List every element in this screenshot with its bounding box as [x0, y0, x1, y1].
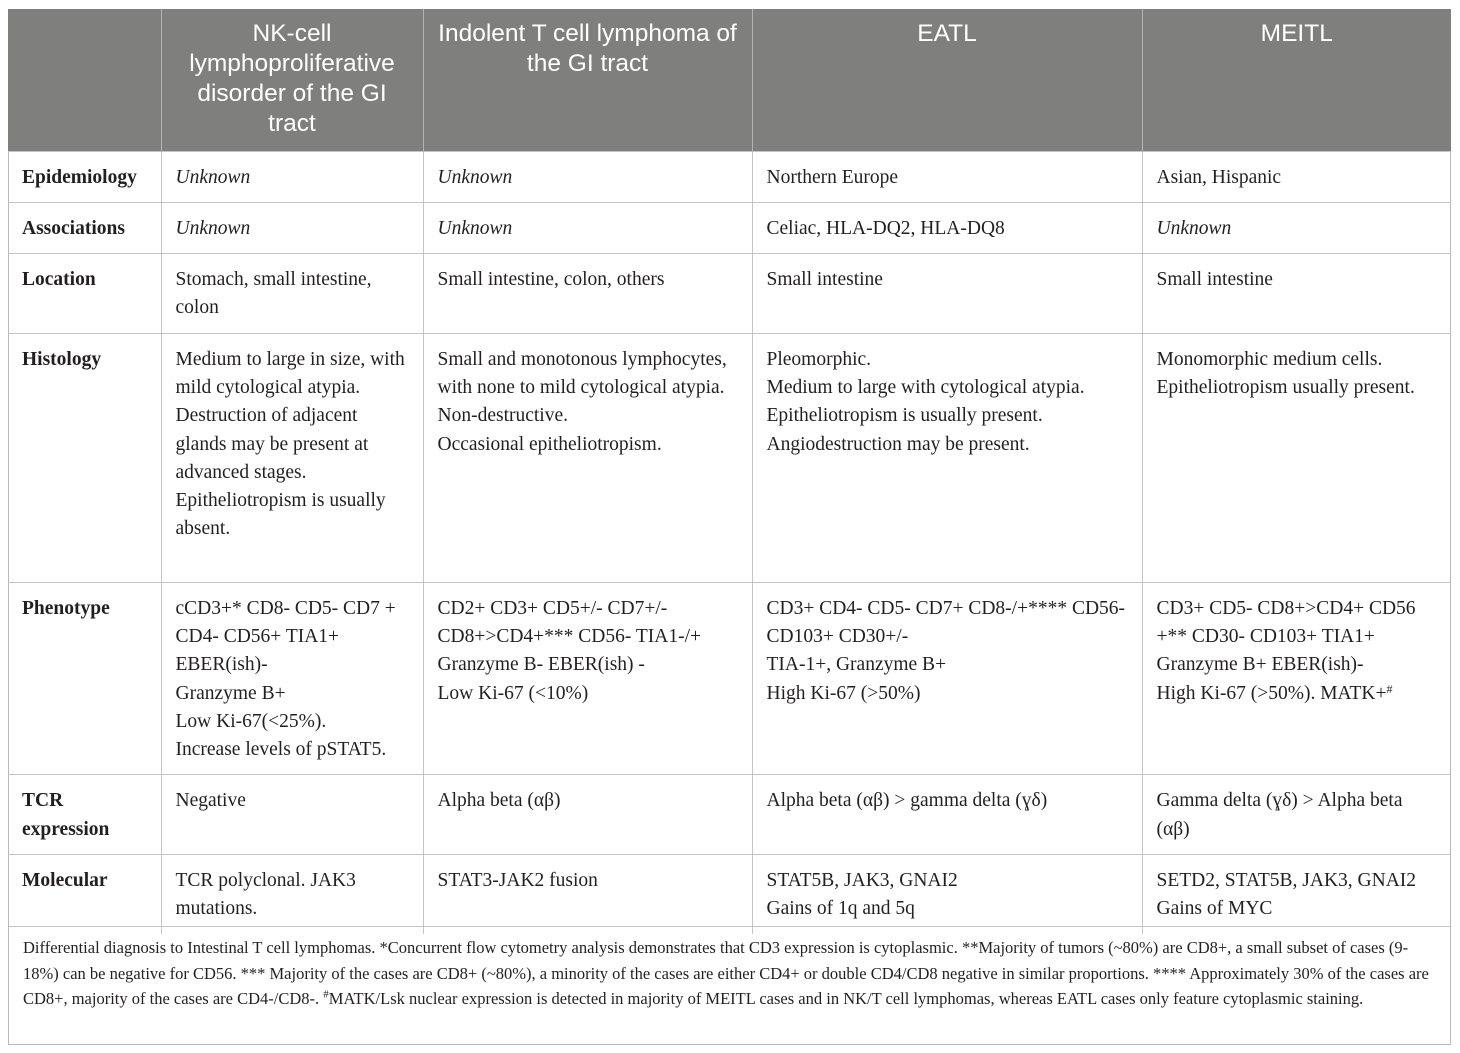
cell-text: High Ki-67 (>50%). MATK+	[1156, 682, 1387, 704]
header-blank	[8, 9, 161, 151]
table-cell	[161, 333, 423, 582]
row-label-tcr-expression: TCR expression	[8, 775, 161, 855]
table-row	[8, 775, 1451, 855]
table-cell	[752, 582, 1142, 775]
table-cell: Celiac, HLA-DQ2, HLA-DQ8	[752, 202, 1142, 253]
table-cell: Unknown	[423, 151, 752, 202]
cell-line: Low Ki-67 (<10%)	[437, 682, 589, 704]
table-cell: Asian, Hispanic	[1142, 151, 1451, 202]
table-cell	[161, 582, 423, 775]
row-label-epidemiology: Epidemiology	[8, 151, 161, 202]
row-label-associations: Associations	[8, 202, 161, 253]
cell-line: Pleomorphic.	[766, 348, 872, 370]
cell-line: STAT5B, JAK3, GNAI2	[766, 870, 958, 892]
cell-line: Small and monotonous lymphocytes, with none to mild cytological atypia. Non-destructive.	[437, 348, 727, 427]
cell-line: Epitheliotropism is usually absent.	[175, 490, 386, 540]
cell-line: Gains of MYC	[1156, 898, 1273, 920]
table-cell: Northern Europe	[752, 151, 1142, 202]
cell-line: Angiodestruction may be present.	[766, 433, 1030, 455]
row-label-location: Location	[8, 254, 161, 334]
table-cell: Unknown	[423, 202, 752, 253]
table-cell	[1142, 582, 1451, 775]
cell-line	[1157, 680, 1440, 708]
header-meitl: MEITL	[1142, 9, 1451, 151]
cell-line: Epitheliotropism usually present.	[1156, 376, 1415, 398]
table-cell	[423, 333, 752, 582]
cell-line: Granzyme B+	[175, 682, 286, 704]
table-cell: Gamma delta (ɣδ) > Alpha beta (αβ)	[1142, 775, 1451, 855]
table-row	[8, 254, 1451, 334]
table-cell	[752, 855, 1142, 934]
table-cell: STAT3-JAK2 fusion	[423, 855, 752, 934]
cell-line: CD3+ CD4- CD5- CD7+ CD8-/+**** CD56- CD103+ CD30+/-	[766, 597, 1126, 647]
cell-line: TIA-1+, Granzyme B+	[766, 654, 947, 676]
table-row	[8, 333, 1451, 582]
cell-line: Increase levels of pSTAT5.	[175, 739, 387, 761]
cell-line: CD2+ CD3+ CD5+/- CD7+/- CD8+>CD4+*** CD56- TIA1-/+ Granzyme B- EBER(ish) -	[437, 597, 702, 676]
cell-line: Occasional epitheliotropism.	[437, 433, 662, 455]
cell-line: Destruction of adjacent glands may be present at advanced stages.	[175, 405, 369, 483]
table-footnote	[9, 926, 1450, 1012]
table-cell: Small intestine, colon, others	[423, 254, 752, 334]
cell-line: SETD2, STAT5B, JAK3, GNAI2	[1156, 870, 1417, 892]
table-cell: Stomach, small intestine, colon	[161, 254, 423, 334]
table-cell: Unknown	[161, 202, 423, 253]
row-label-histology: Histology	[8, 333, 161, 582]
table-cell	[1142, 855, 1451, 934]
header-nk-cell: NK-cell lymphoproliferative disorder of the GI tract	[161, 9, 423, 151]
table-cell	[1142, 333, 1451, 582]
footnote-text: MATK/Lsk nuclear expression is detected in majority of MEITL cases and in NK/T cell lymphomas, whereas EATL cases only feature cytoplasmic staining.	[328, 989, 1364, 1008]
cell-line: Monomorphic medium cells.	[1156, 348, 1383, 370]
table-cell: Unknown	[161, 151, 423, 202]
cell-line: Gains of 1q and 5q	[766, 898, 915, 920]
cell-line: Medium to large in size, with mild cytological atypia.	[175, 348, 405, 398]
table-cell: Alpha beta (αβ) > gamma delta (ɣδ)	[752, 775, 1142, 855]
row-label-phenotype: Phenotype	[8, 582, 161, 775]
table-cell: Alpha beta (αβ)	[423, 775, 752, 855]
cell-line: Low Ki-67(<25%).	[175, 710, 327, 732]
table-cell	[752, 333, 1142, 582]
cell-line: Epitheliotropism is usually present.	[766, 405, 1043, 427]
table-cell: Small intestine	[1142, 254, 1451, 334]
cell-line: cCD3+* CD8- CD5- CD7 + CD4- CD56+ TIA1+ EBER(ish)-	[175, 597, 396, 676]
footnote-marker: #	[323, 988, 329, 1001]
table-cell: TCR polyclonal. JAK3 mutations.	[161, 855, 423, 934]
differential-diagnosis-table	[8, 9, 1451, 934]
table-row	[8, 855, 1451, 934]
footnote-marker: #	[1386, 681, 1393, 696]
row-label-molecular: Molecular	[8, 855, 161, 934]
header-indolent-t-cell: Indolent T cell lymphoma of the GI tract	[423, 9, 752, 151]
table-cell	[423, 582, 752, 775]
table-cell: Small intestine	[752, 254, 1142, 334]
header-row	[8, 9, 1451, 151]
header-eatl: EATL	[752, 9, 1142, 151]
table-row	[8, 202, 1451, 253]
footnote-text: Differential diagnosis to Intestinal T cell lymphomas. *Concurrent flow cytometry analysis demonstrates that CD3 expression is cytoplasmic. **Majority of tumors (~80%) are CD8+, a small subset of cases (9-18%) can be negative for CD56. *** Majority of the cases are CD8+ (~80%), a minority of the cases are either CD4+ or double CD4/CD8 negative in similar proportions. **** Approximately 30% of the cases are CD8+, majority of the cases are CD4-/CD8-.	[23, 938, 1429, 1008]
cell-line: High Ki-67 (>50%)	[766, 682, 921, 704]
table-cell: Negative	[161, 775, 423, 855]
cell-line: Medium to large with cytological atypia.	[766, 376, 1085, 398]
table-row	[8, 151, 1451, 202]
table-cell: Unknown	[1142, 202, 1451, 253]
cell-line: CD3+ CD5- CD8+>CD4+ CD56 +** CD30- CD103+ TIA1+ Granzyme B+ EBER(ish)-	[1156, 597, 1416, 676]
table-row	[8, 582, 1451, 775]
